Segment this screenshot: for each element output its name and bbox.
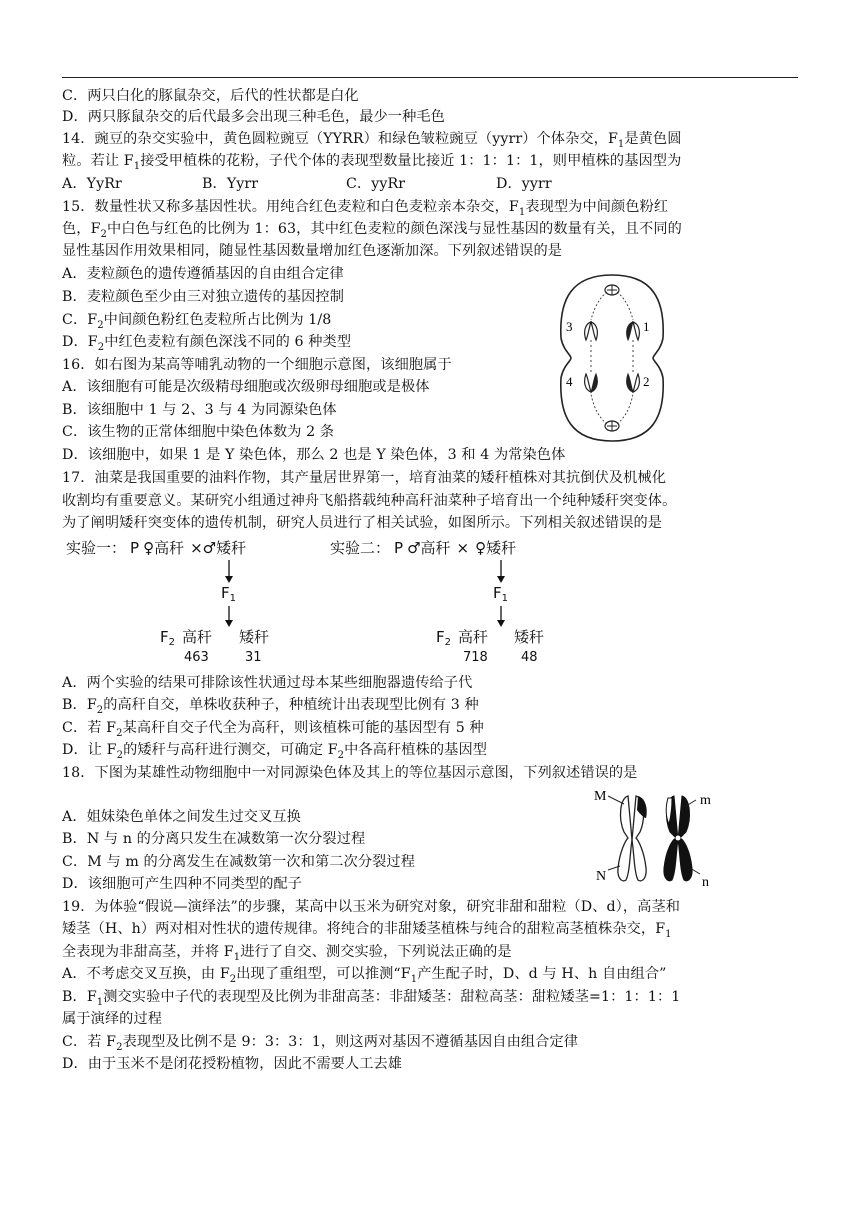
allele-label-M: M: [594, 789, 607, 804]
q19-option-a: A．不考虑交叉互换，由 $F_2$出现了重组型，可以推测“$F_1$产生配子时，D、d 与 H、h 自由组合”: [62, 966, 667, 985]
q14-stem-line2: 粒。若让 $F_1$接受甲植株的花粉，子代个体的表现型数量比接近 1：1：1：1，则甲植株的基因型为: [62, 153, 682, 172]
q15-option-b: B．麦粒颜色至少由三对独立遗传的基因控制: [62, 289, 344, 305]
q19-option-b-cont: 属于演绎的过程: [62, 1011, 163, 1027]
q17-option-b: B．$F_2$的高秆自交，单株收获种子，种植统计出表现型比例有 3 种: [62, 697, 479, 716]
q16-stem: 16．如右图为某高等哺乳动物的一个细胞示意图，该细胞属于: [62, 357, 452, 373]
q17-stem-line3: 为了阐明矮秆突变体的遗传机制，研究人员进行了相关试验，如图所示。下列相关叙述错误的是: [62, 515, 663, 531]
q19-stem-line3: 全表现为非甜高茎，并将 $F_1$进行了自交、测交实验，下列说法正确的是: [62, 944, 512, 963]
exp2-tall-count: 718: [463, 650, 488, 665]
experiment-one: [66, 539, 269, 665]
q14-option-b: B．Yyrr: [202, 176, 259, 192]
q15-option-d: D．$F_2$中红色麦粒有颜色深浅不同的 6 种类型: [62, 334, 352, 353]
q16-option-c: C．该生物的正常体细胞中染色体数为 2 条: [62, 424, 335, 440]
exp2-f2-tall: 高秆: [458, 628, 489, 646]
exp2-f2-dwarf: 矮秆: [514, 628, 545, 646]
exp2-f2-sub: 2: [444, 637, 452, 648]
q19-stem-line2: 矮茎（H、h）两对相对性状的遗传规律。将纯合的非甜矮茎植株与纯合的甜粒高茎植株杂交，$F_1$: [62, 921, 672, 940]
q17-option-c: C．若 $F_2$某高秆自交子代全为高秆，则该植株可能的基因型有 5 种: [62, 720, 484, 739]
chromosome-white: [618, 796, 647, 881]
exp1-f1-sub: 1: [229, 593, 237, 604]
allele-label-n: n: [702, 875, 709, 888]
svg-text:F2: [160, 628, 175, 648]
exp1-f2: F: [160, 628, 169, 646]
q16-option-a: A．该细胞有可能是次级精母细胞或次级卵母细胞或是极体: [62, 379, 430, 395]
q17-option-a: A．两个实验的结果可排除该性状通过母本某些细胞器遗传给子代: [62, 675, 473, 691]
q19-option-b: B．$F_1$测交实验中子代的表现型及比例为非甜高茎：非甜矮茎：甜粒高茎：甜粒矮茎=1：1：1：1: [62, 989, 681, 1008]
q15-stem-line2: 色，$F_2$中白色与红色的比例为 1：63，其中红色麦粒的颜色深浅与显性基因的数量有关，且不同的: [62, 221, 682, 240]
q18-option-b: B．N 与 n 的分离只发生在减数第一次分裂过程: [62, 831, 366, 847]
exp2-female-symbol: ♀: [475, 539, 487, 557]
exp1-dwarf: 矮秆: [216, 539, 247, 557]
q18-option-d: D．该细胞可产生四种不同类型的配子: [62, 876, 303, 892]
exp1-p: P: [130, 539, 140, 557]
svg-text:F1: [493, 584, 508, 604]
exp1-f2-sub: 2: [168, 637, 176, 648]
exp1-tall-count: 463: [184, 650, 209, 665]
chromosome-label-1: 1: [643, 319, 650, 334]
exp2-cross: ×: [456, 539, 470, 557]
q17-stem-line2: 收割均有重要意义。某研究小组通过神舟飞船搭载纯种高秆油菜种子培育出一个纯种矮秆突变体。: [62, 493, 677, 509]
chromosome-4: [585, 374, 598, 392]
q14-option-a: A．YyRr: [62, 176, 122, 192]
q19-stem-line1: 19．为体验“假说—演绎法”的步骤，某高中以玉米为研究对象，研究非甜和甜粒（D、d），高茎和: [62, 899, 681, 915]
exp1-dwarf-count: 31: [245, 650, 262, 665]
q19-option-d: D．由于玉米不是闭花授粉植物，因此不需要人工去雄: [62, 1056, 403, 1072]
allele-label-N: N: [596, 869, 607, 884]
exp1-f2-tall: 高秆: [182, 628, 213, 646]
q15-option-c: C．$F_2$中间颜色粉红色麦粒所占比例为 1/8: [62, 312, 332, 331]
chromosome-1: [627, 322, 640, 340]
experiment-cross-diagram: [62, 536, 572, 666]
q18-option-a: A．姐妹染色单体之间发生过交叉互换: [62, 809, 301, 825]
q17-option-d: D．让 $F_2$的矮秆与高秆进行测交，可确定 $F_2$中各高秆植株的基因型: [62, 742, 488, 761]
q18-option-c: C．M 与 m 的分离发生在减数第一次和第二次分裂过程: [62, 854, 416, 870]
allele-label-m: m: [700, 793, 711, 808]
q13-option-c: C．两只白化的豚鼠杂交，后代的性状都是白化: [62, 88, 359, 104]
q14-option-c: C．yyRr: [346, 176, 406, 192]
svg-text:实验一：P♀高秆×♂矮秆: [66, 539, 246, 557]
q17-stem-line1: 17．油菜是我国重要的油料作物，其产量居世界第一，培育油菜的矮秆植株对其抗倒伏及机械化: [62, 470, 667, 486]
exp2-dwarf: 矮秆: [486, 539, 517, 557]
exp1-male-symbol: ♂: [202, 539, 217, 557]
q16-option-d: D．该细胞中，如果 1 是 Y 染色体，那么 2 也是 Y 染色体，3 和 4 为常染色体: [62, 447, 566, 463]
exp2-dwarf-count: 48: [521, 650, 538, 665]
exp2-male-symbol: ♂: [407, 539, 421, 557]
exp1-title: 实验一：: [66, 539, 127, 557]
experiment-two: [330, 539, 544, 665]
chromosome-label-2: 2: [643, 374, 650, 389]
header-rule: [62, 77, 798, 78]
chromosome-black: [664, 796, 692, 881]
exp1-tall: 高秆: [154, 539, 185, 557]
svg-text:F2: [436, 628, 451, 648]
exp2-title: 实验二：: [330, 539, 391, 557]
q15-stem-line1: 15．数量性状又称多基因性状。用纯合红色麦粒和白色麦粒亲本杂交，$F_1$表现型为中间颜色粉红: [62, 199, 669, 218]
exp2-f1: F: [493, 584, 502, 602]
chromosome-2: [627, 374, 640, 392]
chromosome-3: [585, 322, 598, 340]
q14-stem-line1: 14．豌豆的杂交实验中，黄色圆粒豌豆（YYRR）和绿色皱粒豌豆（yyrr）个体杂交，$F_1$是黄色圆: [62, 131, 682, 150]
q16-option-b: B．该细胞中 1 与 2、3 与 4 为同源染色体: [62, 402, 337, 418]
svg-text:F1: [221, 584, 236, 604]
q19-option-c: C．若 $F_2$表现型及比例不是 9：3：3：1，则这两对基因不遵循基因自由组合定律: [62, 1034, 579, 1053]
exp2-f2: F: [436, 628, 445, 646]
exp1-f2-dwarf: 矮秆: [239, 628, 270, 646]
exp2-f1-sub: 1: [501, 593, 509, 604]
exp2-p: P: [394, 539, 404, 557]
q14-option-d: D．yyrr: [496, 176, 552, 192]
exp1-cross: ×: [190, 539, 203, 557]
q15-option-a: A．麦粒颜色的遗传遵循基因的自由组合定律: [62, 266, 344, 282]
q13-option-d: D．两只豚鼠杂交的后代最多会出现三种毛色，最少一种毛色: [62, 109, 445, 125]
chromosome-label-3: 3: [566, 319, 573, 334]
exp1-f1: F: [221, 584, 230, 602]
q15-stem-line3: 显性基因作用效果相同，随显性基因数量增加红色逐渐加深。下列叙述错误的是: [62, 243, 563, 259]
dividing-cell-diagram: [553, 270, 671, 446]
chromosome-label-4: 4: [566, 374, 573, 389]
exp2-tall: 高秆: [420, 539, 451, 557]
svg-text:实验二：P♂高秆×♀矮秆: [330, 539, 516, 557]
homologous-chromosome-diagram: [590, 788, 740, 888]
q18-stem: 18．下图为某雄性动物细胞中一对同源染色体及其上的等位基因示意图，下列叙述错误的是: [62, 765, 638, 781]
q14-options: [62, 174, 552, 194]
exp1-female-symbol: ♀: [143, 539, 155, 557]
